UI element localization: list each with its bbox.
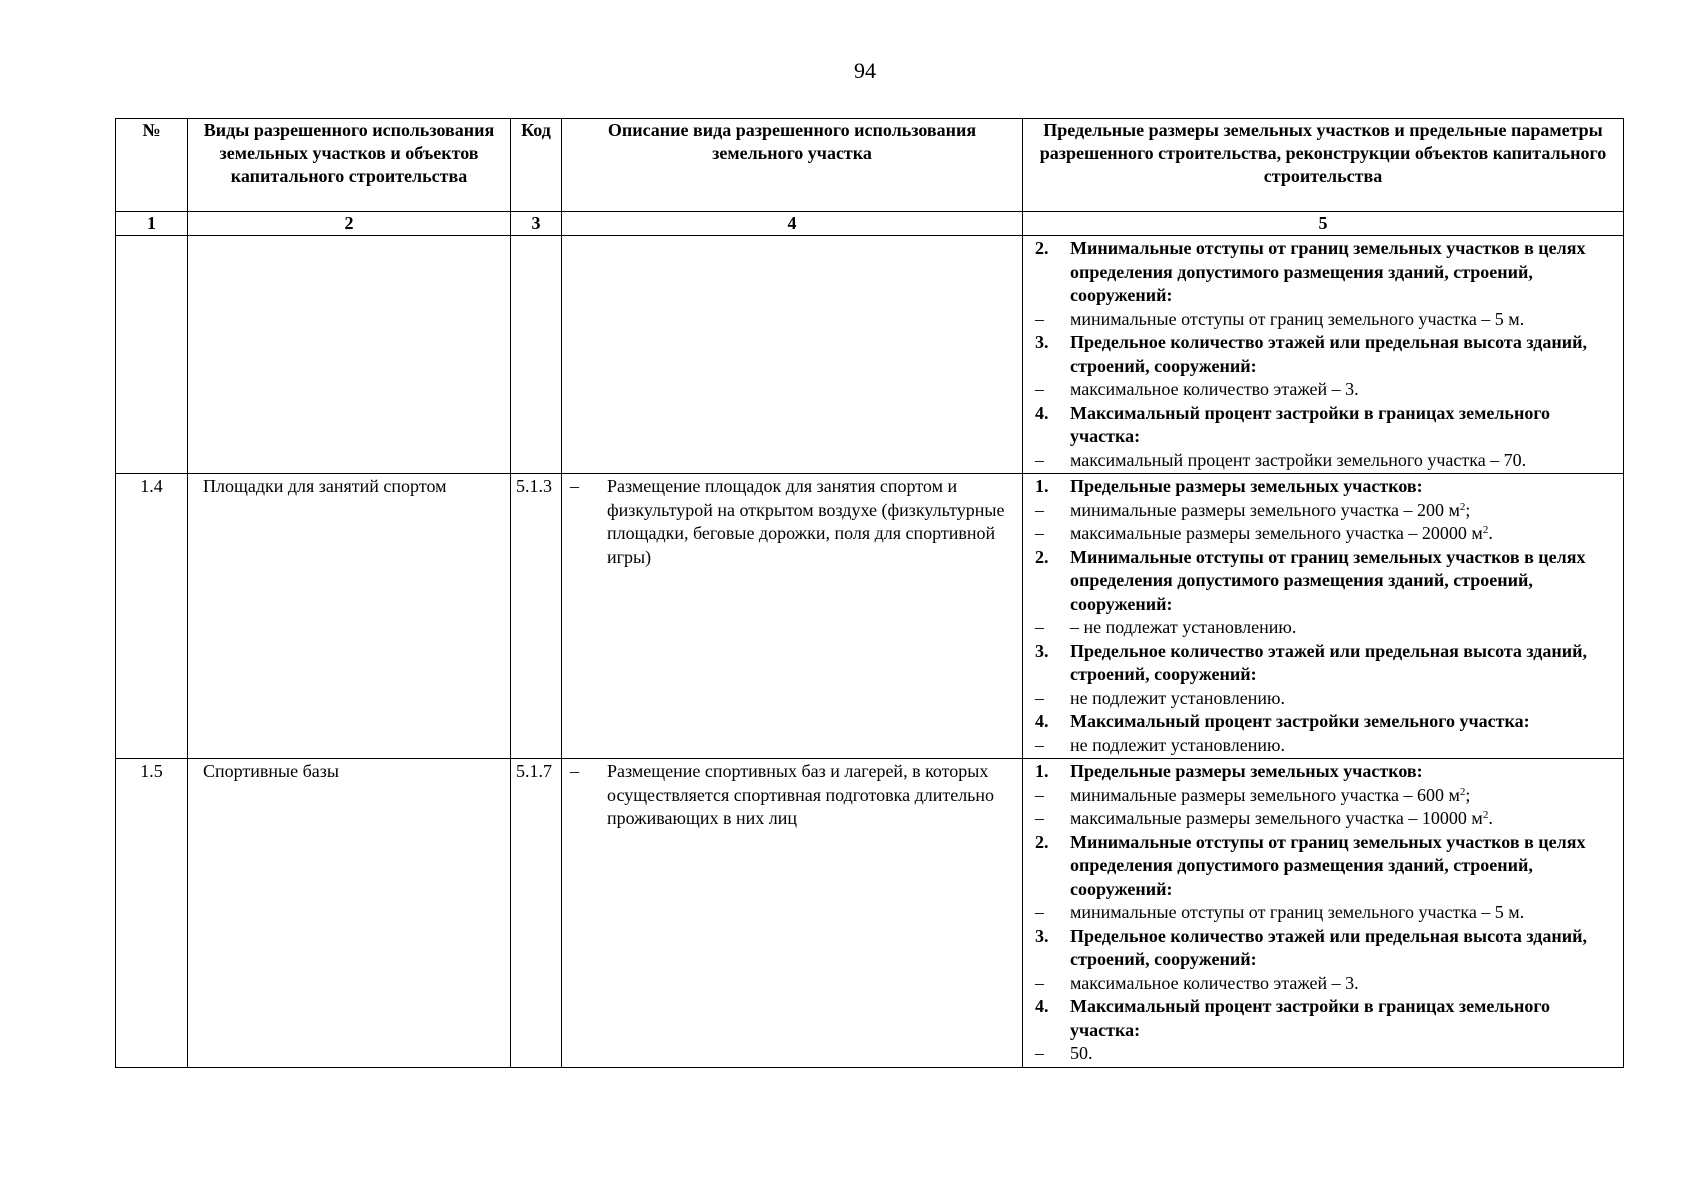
dash-marker: – bbox=[1035, 308, 1044, 329]
dash-marker: – bbox=[1035, 902, 1044, 922]
parameter-text: Предельное количество этажей или предельная высота зданий, строений, сооружений: bbox=[1070, 332, 1588, 376]
header-use-type: Виды разрешенного использования земельных участков и объектов капитального строительства bbox=[188, 119, 511, 212]
parameter-text: максимальный процент застройки земельного участка – 70. bbox=[1070, 449, 1527, 470]
item-number: 3. bbox=[1035, 925, 1049, 946]
parameters-cell bbox=[1023, 474, 1624, 759]
punctuation: . bbox=[1488, 808, 1493, 828]
column-numbers-row bbox=[116, 212, 1624, 236]
item-number: 1. bbox=[1035, 476, 1049, 496]
superscript: 2 bbox=[1482, 809, 1489, 821]
parameter-item bbox=[1035, 616, 1617, 640]
parameter-heading bbox=[1035, 640, 1617, 687]
item-number: 3. bbox=[1035, 332, 1049, 352]
item-number: 4. bbox=[1035, 711, 1049, 731]
use-code: 5.1.3 bbox=[511, 474, 562, 759]
header-description: Описание вида разрешенного использования земельного участка bbox=[562, 119, 1023, 212]
parameters-cell bbox=[1023, 236, 1624, 474]
parameter-text: минимальные отступы от границ земельного участка – 5 м. bbox=[1070, 902, 1525, 922]
parameter-text: – не подлежат установлению. bbox=[1070, 617, 1297, 637]
superscript: 2 bbox=[1482, 524, 1489, 536]
parameter-item bbox=[1035, 901, 1617, 925]
dash-marker: – bbox=[1035, 734, 1044, 755]
use-code bbox=[511, 236, 562, 474]
punctuation: ; bbox=[1465, 499, 1471, 520]
table-header-row bbox=[116, 119, 1624, 212]
parameter-text: максимальные размеры земельного участка – 20000 м bbox=[1070, 523, 1483, 543]
superscript: 2 bbox=[1459, 500, 1466, 513]
item-number: 4. bbox=[1035, 402, 1049, 423]
parameter-item bbox=[1035, 449, 1617, 473]
table-row bbox=[116, 759, 1624, 1068]
parameter-text: Минимальные отступы от границ земельных участков в целях определения допустимого размещения зданий, строений, сооружений: bbox=[1070, 546, 1586, 614]
parameter-text: максимальные размеры земельного участка – 10000 м bbox=[1070, 808, 1483, 828]
parameter-text: максимальное количество этажей – 3. bbox=[1070, 379, 1359, 399]
parameter-text: не подлежит установлению. bbox=[1070, 687, 1285, 708]
superscript: 2 bbox=[1459, 785, 1466, 798]
parameter-heading bbox=[1035, 760, 1617, 784]
parameter-heading bbox=[1035, 402, 1617, 449]
description-cell bbox=[562, 236, 1023, 474]
punctuation: . bbox=[1488, 523, 1493, 543]
parameter-text: Максимальный процент застройки земельного участка: bbox=[1070, 711, 1530, 731]
parameter-text: Максимальный процент застройки в границах земельного участка: bbox=[1070, 996, 1551, 1040]
item-number: 2. bbox=[1035, 546, 1049, 567]
description-cell bbox=[562, 474, 1023, 759]
punctuation: ; bbox=[1465, 784, 1471, 805]
header-code: Код bbox=[511, 119, 562, 212]
parameter-text: Предельное количество этажей или предельная высота зданий, строений, сооружений: bbox=[1070, 925, 1588, 969]
description-text: Размещение площадок для занятия спортом и физкультурой на открытом воздухе (физкультурные площадки, беговые дорожки, поля для спортивной игры) bbox=[607, 476, 1005, 567]
description-text: Размещение спортивных баз и лагерей, в которых осуществляется спортивная подготовка длительно проживающих в них лиц bbox=[607, 761, 995, 828]
description-cell bbox=[562, 759, 1023, 1068]
dash-marker: – bbox=[1035, 499, 1044, 520]
dash-marker: – bbox=[1035, 523, 1044, 543]
table-body bbox=[116, 236, 1624, 1068]
use-type-name bbox=[188, 236, 511, 474]
parameter-heading bbox=[1035, 546, 1617, 617]
parameter-text: Максимальный процент застройки в границах земельного участка: bbox=[1070, 402, 1551, 446]
description-dash: – bbox=[570, 761, 579, 781]
parameter-text: Минимальные отступы от границ земельных участков в целях определения допустимого размещения зданий, строений, сооружений: bbox=[1070, 831, 1586, 899]
dash-marker: – bbox=[1035, 617, 1044, 637]
column-number: 5 bbox=[1023, 212, 1624, 236]
parameter-item bbox=[1035, 1042, 1617, 1066]
dash-marker: – bbox=[1035, 687, 1044, 708]
parameter-text: Предельное количество этажей или предельная высота зданий, строений, сооружений: bbox=[1070, 640, 1588, 684]
column-number: 4 bbox=[562, 212, 1023, 236]
column-number: 3 bbox=[511, 212, 562, 236]
land-use-table bbox=[115, 118, 1624, 1068]
header-number: № bbox=[116, 119, 188, 212]
row-number: 1.5 bbox=[116, 759, 188, 1068]
item-number: 4. bbox=[1035, 996, 1049, 1016]
parameter-heading bbox=[1035, 831, 1617, 902]
use-type-name: Площадки для занятий спортом bbox=[188, 474, 511, 759]
parameter-heading bbox=[1035, 710, 1617, 734]
parameter-text: не подлежит установлению. bbox=[1070, 734, 1285, 755]
table-row bbox=[116, 474, 1624, 759]
column-number: 2 bbox=[188, 212, 511, 236]
parameter-text: минимальные отступы от границ земельного участка – 5 м. bbox=[1070, 308, 1525, 329]
header-parameters: Предельные размеры земельных участков и предельные параметры разрешенного строительства, реконструкции объектов капитального строительства bbox=[1023, 119, 1624, 212]
parameter-text: минимальные размеры земельного участка – 600 м bbox=[1070, 784, 1460, 805]
description-dash: – bbox=[570, 476, 579, 496]
dash-marker: – bbox=[1035, 972, 1044, 993]
parameter-item bbox=[1035, 734, 1617, 758]
column-number: 1 bbox=[116, 212, 188, 236]
page-number: 94 bbox=[854, 58, 876, 83]
parameter-heading bbox=[1035, 331, 1617, 378]
use-code: 5.1.7 bbox=[511, 759, 562, 1068]
item-number: 3. bbox=[1035, 640, 1049, 661]
parameter-item bbox=[1035, 784, 1617, 808]
dash-marker: – bbox=[1035, 1043, 1044, 1063]
parameter-text: Предельные размеры земельных участков: bbox=[1070, 761, 1423, 781]
parameter-item bbox=[1035, 687, 1617, 711]
use-type-name: Спортивные базы bbox=[188, 759, 511, 1068]
parameter-item bbox=[1035, 499, 1617, 523]
item-number: 1. bbox=[1035, 761, 1049, 781]
parameter-heading bbox=[1035, 925, 1617, 972]
parameters-cell bbox=[1023, 759, 1624, 1068]
parameter-heading bbox=[1035, 475, 1617, 499]
parameter-text: 50. bbox=[1070, 1043, 1093, 1063]
parameter-item bbox=[1035, 378, 1617, 402]
parameter-text: минимальные размеры земельного участка – 200 м bbox=[1070, 499, 1460, 520]
item-number: 2. bbox=[1035, 238, 1049, 258]
parameter-item bbox=[1035, 308, 1617, 332]
dash-marker: – bbox=[1035, 784, 1044, 805]
dash-marker: – bbox=[1035, 808, 1044, 828]
dash-marker: – bbox=[1035, 379, 1044, 399]
table-row bbox=[116, 236, 1624, 474]
parameter-heading bbox=[1035, 995, 1617, 1042]
item-number: 2. bbox=[1035, 831, 1049, 852]
parameter-item bbox=[1035, 972, 1617, 996]
parameter-item bbox=[1035, 522, 1617, 546]
parameter-text: Предельные размеры земельных участков: bbox=[1070, 476, 1423, 496]
row-number: 1.4 bbox=[116, 474, 188, 759]
dash-marker: – bbox=[1035, 449, 1044, 470]
parameter-text: Минимальные отступы от границ земельных участков в целях определения допустимого размещения зданий, строений, сооружений: bbox=[1070, 238, 1586, 305]
parameter-text: максимальное количество этажей – 3. bbox=[1070, 972, 1359, 993]
parameter-item bbox=[1035, 807, 1617, 831]
parameter-heading bbox=[1035, 237, 1617, 308]
row-number bbox=[116, 236, 188, 474]
